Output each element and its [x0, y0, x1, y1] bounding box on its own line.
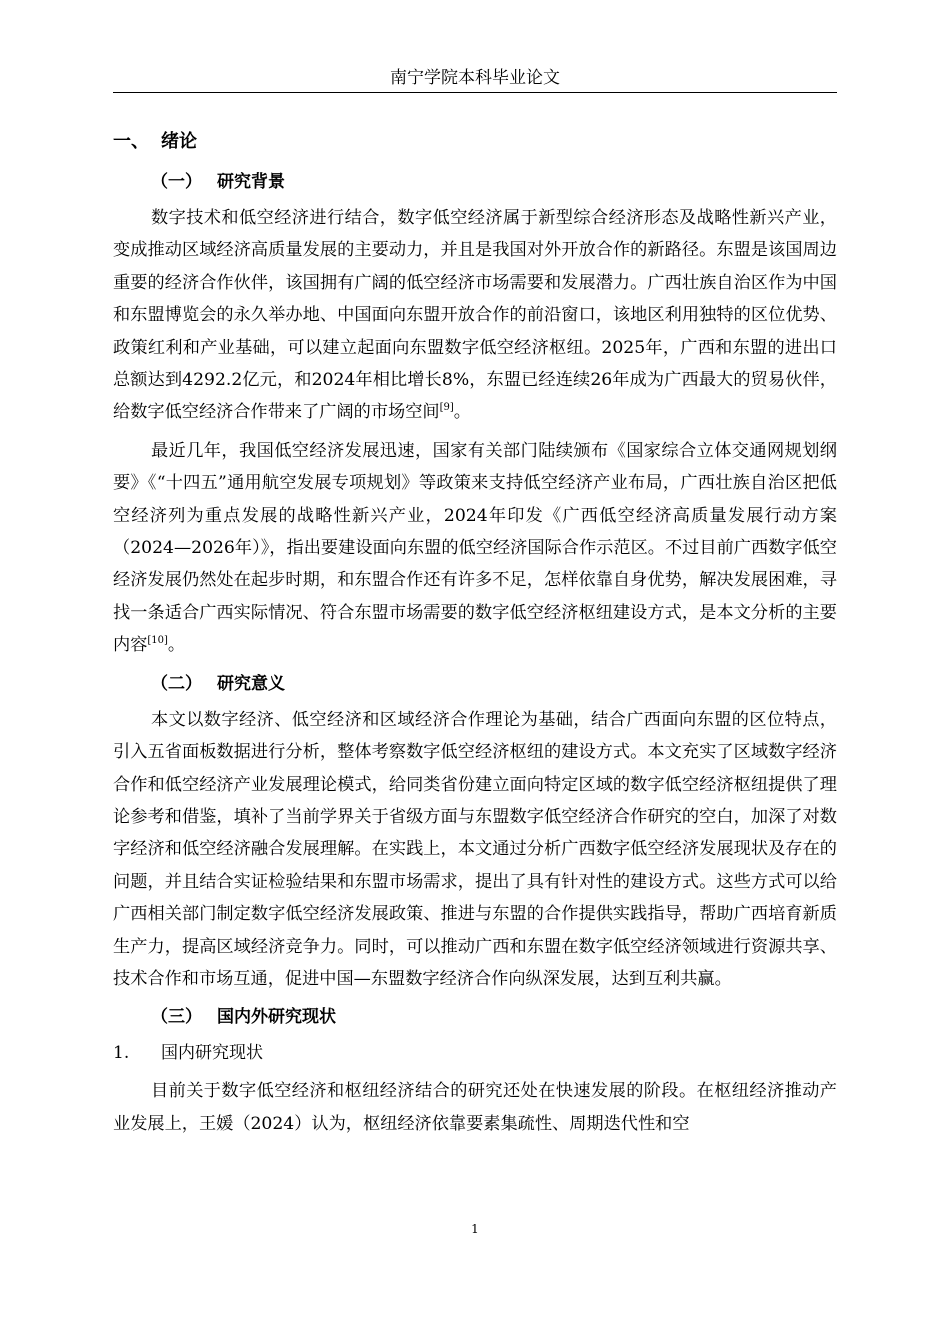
paragraph-text: 目前关于数字低空经济和枢纽经济结合的研究还处在快速发展的阶段。在枢纽经济推动产业发展上，王媛（2024）认为，枢纽经济依靠要素集疏性、周期迭代性和空	[113, 1081, 837, 1134]
subsection-title: 国内研究现状	[161, 1043, 263, 1064]
subsection-heading-domestic	[113, 1037, 837, 1069]
paragraph-domestic	[113, 1075, 837, 1140]
chapter-title: 绪论	[161, 131, 197, 152]
header-rule	[113, 92, 837, 93]
paragraph-end: 。	[453, 402, 471, 423]
chapter-number: 一、	[113, 131, 149, 152]
section-heading-significance	[151, 668, 837, 700]
section-number: （三）	[151, 1007, 202, 1028]
paragraph-text: 最近几年，我国低空经济发展迅速，国家有关部门陆续颁布《国家综合立体交通网规划纲要》《“十四五”通用航空发展专项规划》等政策来支持低空经济产业布局，广西壮族自治区把低空经济列为重点发展的战略性新兴产业，2024年印发《广西低空经济高质量发展行动方案（2024—2026年）》，指出要建设面向东盟的低空经济国际合作示范区。不过目前广西数字低空经济发展仍然处在起步时期，和东盟合作还有许多不足，怎样依靠自身优势，解决发展困难，寻找一条适合广西实际情况、符合东盟市场需要的数字低空经济枢纽建设方式，是本文分析的主要内容	[113, 440, 837, 656]
paragraph-significance	[113, 704, 837, 996]
citation-ref: [10]	[147, 635, 168, 647]
page-body	[113, 126, 837, 1146]
paragraph-text: 本文以数字经济、低空经济和区域经济合作理论为基础，结合广西面向东盟的区位特点，引入五省面板数据进行分析，整体考察数字低空经济枢纽的建设方式。本文充实了区域数字经济合作和低空经济产业发展理论模式，给同类省份建立面向特定区域的数字低空经济枢纽提供了理论参考和借鉴，填补了当前学界关于省级方面与东盟数字低空经济合作研究的空白，加深了对数字经济和低空经济融合发展理解。在实践上，本文通过分析广西数字低空经济发展现状及存在的问题，并且结合实证检验结果和东盟市场需求，提出了具有针对性的建设方式。这些方式可以给广西相关部门制定数字低空经济发展政策、推进与东盟的合作提供实践指导，帮助广西培育新质生产力，提高区域经济竞争力。同时，可以推动广西和东盟在数字低空经济领域进行资源共享、技术合作和市场互通，促进中国—东盟数字经济合作向纵深发展，达到互利共赢。	[113, 709, 837, 989]
paragraph-end: 。	[167, 635, 186, 656]
section-number: （一）	[151, 172, 202, 192]
chapter-heading	[113, 126, 837, 158]
paragraph-background-2	[113, 435, 837, 662]
section-heading-background	[151, 166, 837, 198]
subsection-number: 1.	[113, 1043, 130, 1064]
citation-ref: [9]	[439, 402, 454, 414]
paragraph-background-1	[113, 202, 837, 429]
section-title: 国内外研究现状	[217, 1007, 336, 1028]
page-number: 1	[471, 1222, 479, 1236]
section-title: 研究意义	[217, 673, 285, 694]
section-number: （二）	[151, 673, 202, 694]
section-title: 研究背景	[217, 172, 285, 192]
section-heading-literature	[151, 1001, 837, 1033]
paragraph-text: 数字技术和低空经济进行结合，数字低空经济属于新型综合经济形态及战略性新兴产业，变成推动区域经济高质量发展的主要动力，并且是我国对外开放合作的新路径。东盟是该国周边重要的经济合作伙伴，该国拥有广阔的低空经济市场需要和发展潜力。广西壮族自治区作为中国和东盟博览会的永久举办地、中国面向东盟开放合作的前沿窗口，该地区利用独特的区位优势、政策红利和产业基础，可以建立起面向东盟数字低空经济枢纽。2025年，广西和东盟的进出口总额达到4292.2亿元，和2024年相比增长8%，东盟已经连续26年成为广西最大的贸易伙伴，给数字低空经济合作带来了广阔的市场空间	[113, 208, 837, 423]
running-header: 南宁学院本科毕业论文	[390, 68, 560, 88]
